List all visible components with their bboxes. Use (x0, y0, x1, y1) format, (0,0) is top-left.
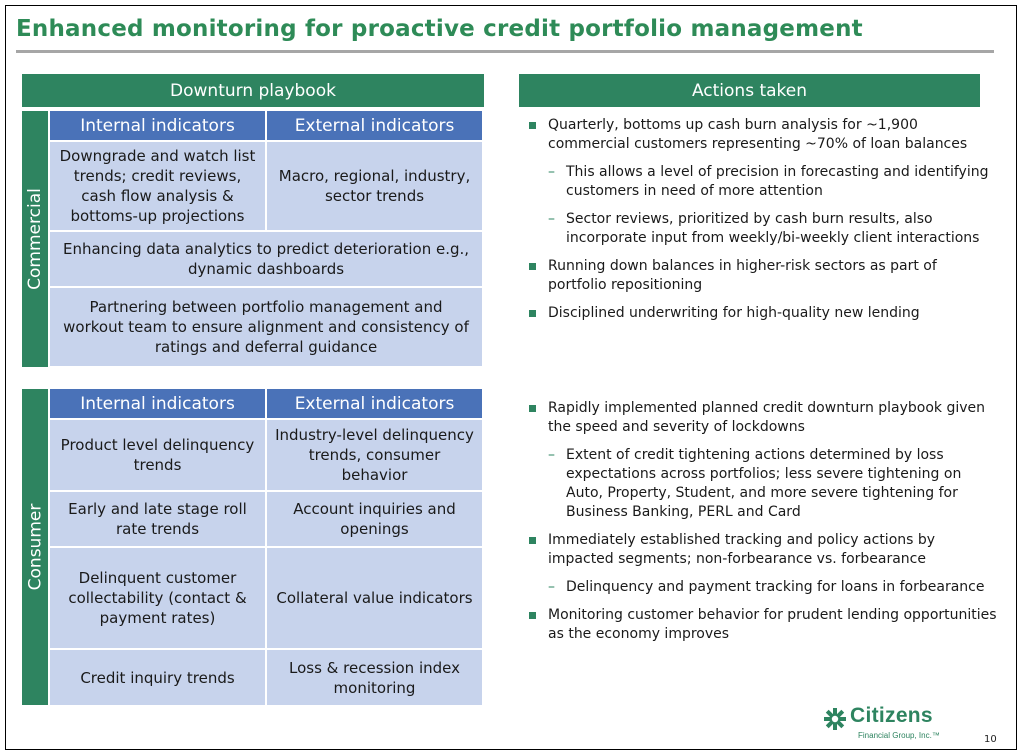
consumer-external-cell: Industry-level delinquency trends, consumer behavior (267, 420, 482, 490)
consumer-label-text: Consumer (25, 503, 45, 591)
commercial-internal-header: Internal indicators (50, 111, 265, 140)
action-sub-bullet: – This allows a level of precision in forecasting and identifying customers in need of more attention (528, 163, 998, 201)
logo-subtitle: Financial Group, Inc.™ (858, 731, 940, 740)
citizens-logo (824, 704, 954, 744)
action-bullet: Quarterly, bottoms up cash burn analysis for ~1,900 commercial customers representing ~70% of loan balances (528, 116, 998, 154)
logo-name: Citizens (850, 704, 933, 727)
commercial-external-header: External indicators (267, 111, 482, 140)
playbook-header: Downturn playbook (22, 74, 484, 107)
commercial-partnering-row: Partnering between portfolio management and workout team to ensure alignment and consistency of ratings and deferral guidance (50, 288, 482, 366)
consumer-external-header: External indicators (267, 389, 482, 418)
commercial-actions-list (528, 116, 998, 332)
consumer-internal-cell: Product level delinquency trends (50, 420, 265, 490)
commercial-external-cell: Macro, regional, industry, sector trends (267, 142, 482, 230)
action-bullet: Immediately established tracking and policy actions by impacted segments; non-forbearance vs. forbearance (528, 531, 998, 569)
commercial-analytics-row: Enhancing data analytics to predict deterioration e.g., dynamic dashboards (50, 232, 482, 286)
commercial-section-label (22, 111, 48, 367)
consumer-section-label (22, 389, 48, 705)
commercial-label-text: Commercial (25, 188, 45, 290)
action-bullet: Monitoring customer behavior for prudent lending opportunities as the economy improves (528, 606, 998, 644)
consumer-external-cell: Account inquiries and openings (267, 492, 482, 546)
consumer-actions-list (528, 399, 998, 653)
consumer-internal-cell: Credit inquiry trends (50, 650, 265, 705)
title-divider (16, 50, 994, 53)
action-sub-bullet: – Extent of credit tightening actions determined by loss expectations across portfolios; less severe tightening on Auto, Property, Student, and more severe tightening for Business Banking, PERL and Card (528, 446, 998, 522)
consumer-external-cell: Collateral value indicators (267, 548, 482, 648)
consumer-internal-cell: Delinquent customer collectability (contact & payment rates) (50, 548, 265, 648)
actions-header: Actions taken (519, 74, 980, 107)
slide-title: Enhanced monitoring for proactive credit portfolio management (16, 16, 863, 42)
consumer-internal-header: Internal indicators (50, 389, 265, 418)
page-number: 10 (984, 734, 997, 745)
commercial-internal-cell: Downgrade and watch list trends; credit reviews, cash flow analysis & bottoms-up projections (50, 142, 265, 230)
action-bullet: Rapidly implemented planned credit downturn playbook given the speed and severity of lockdowns (528, 399, 998, 437)
consumer-internal-cell: Early and late stage roll rate trends (50, 492, 265, 546)
action-bullet: Disciplined underwriting for high-quality new lending (528, 304, 998, 323)
consumer-external-cell: Loss & recession index monitoring (267, 650, 482, 705)
action-sub-bullet: – Delinquency and payment tracking for loans in forbearance (528, 578, 998, 597)
action-bullet: Running down balances in higher-risk sectors as part of portfolio repositioning (528, 257, 998, 295)
citizens-logo-icon (824, 708, 846, 730)
action-sub-bullet: – Sector reviews, prioritized by cash burn results, also incorporate input from weekly/bi-weekly client interactions (528, 210, 998, 248)
